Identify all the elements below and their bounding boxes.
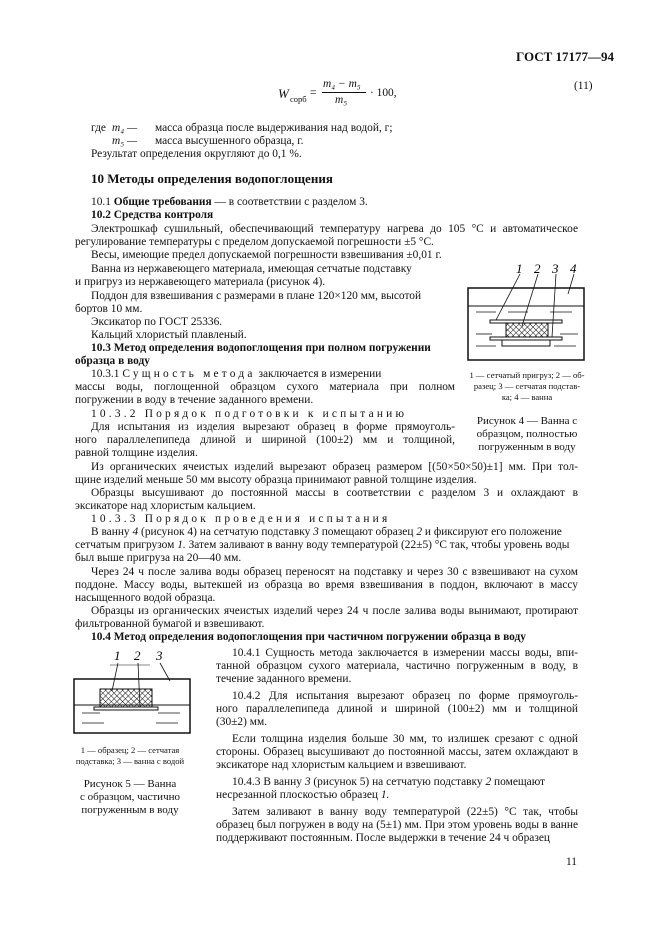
calcium-text: Кальций хлористый плавленый. [91, 329, 247, 341]
p-10-4-3-line-1 [232, 776, 545, 790]
after-line-2: поддоне. Массу воды, вытекшей из образца во время взвешивания в поддон, включают в массу [75, 579, 578, 591]
pour-line-3: поддерживают постоянным. После выдержки в течение 24 ч образец [216, 832, 550, 844]
figure-4-title-line-2: образцом, полностью [476, 428, 578, 440]
figure-5-stand [94, 707, 158, 710]
p-10-4-3-line-2 [216, 789, 389, 803]
u1n2: 2 [485, 776, 492, 788]
dry-line-2: эксикаторе над хлористым кальцием. [75, 500, 256, 512]
t1a: В ванну [91, 526, 130, 538]
section-title: 10 Методы определения водопоглощения [91, 171, 333, 186]
tray-line-1: Поддон для взвешивания с размерами в плане 120×120 мм, высотой [91, 290, 422, 302]
figure-5-label-3: 3 [156, 648, 163, 663]
p-10-3-1-line-1 [91, 368, 381, 382]
t1n2: 2 [416, 526, 423, 538]
figure-5-title-line-3: погруженным в воду [81, 804, 179, 816]
p-10-1-rest: — в соответствии с разделом 3. [214, 196, 368, 208]
u1c: помещают [494, 776, 546, 788]
orgs-line-1: Образцы из органических ячеистых изделий через 24 ч после залива воды вынимают, протирают [91, 605, 578, 617]
figure-5-title [60, 778, 200, 817]
figure-4-stand [490, 337, 562, 346]
figure-4-drawing [462, 262, 592, 372]
t2n1: 1. [177, 539, 186, 551]
oven-line-1: Электрошкаф сушильный, обеспечивающий температуру нагрева до 105 °С и автоматическое [91, 223, 578, 235]
thick-line-1: Если толщина изделия больше 30 мм, то излишек срезают с одной [232, 733, 578, 745]
t1n4: 4 [132, 526, 139, 538]
p-10-2: 10.2 Средства контроля [91, 209, 214, 221]
figure-4-title-line-1: Рисунок 4 — Ванна с [476, 415, 578, 427]
figure-5-legend-line-2: подставка; 3 — ванна с водой [75, 755, 185, 766]
formula-lhs: W [278, 86, 289, 101]
formula-number: (11) [574, 80, 593, 92]
p-10-3-3: 10.3.3 Порядок проведения испытания [91, 513, 391, 525]
organic-line-1: Из органических ячеистых изделий вырезают образец размером [(50×50×50)±1] мм. При тол- [91, 461, 578, 473]
pour-line-2: образец был погружен в воду на (5±1) мм. При этом уровень воды в ванне [216, 819, 578, 831]
p-10-4: 10.4 Метод определения водопоглощения при частичном погружении образца в воду [91, 631, 526, 643]
formula-numerator: m₄ − m₅ [323, 78, 361, 90]
formula-denominator: m₅ [335, 94, 348, 106]
figure-4-title [462, 415, 592, 454]
p-10-3-line-2: образца в воду [75, 355, 151, 367]
p-10-4-2-line-1: 10.4.2 Для испытания вырезают образец по форме прямоуголь- [232, 690, 578, 702]
p-10-1-num: 10.1 [91, 196, 111, 208]
p-10-3-line-1: 10.3 Метод определения водопоглощения при полном погружении [91, 342, 431, 354]
thick-line-2: стороны. Образец высушивают до постоянной массы, затем охлаждают в [216, 746, 578, 758]
u1n3: 3 [304, 776, 311, 788]
test-line-3: был выше пригруза на 20—40 мм. [75, 552, 242, 564]
prep-line-3: равной толщине изделия. [75, 447, 198, 459]
where-word: где [91, 122, 106, 134]
prep-line-2: ного параллелепипеда длиной и шириной (100±2) мм и толщиной, [75, 434, 455, 446]
formula-tail: · 100, [370, 87, 397, 99]
figure-5-drawing [60, 645, 200, 745]
figure-4-sample [506, 323, 548, 337]
p-10-3-1-line-3: погружении в воду в течение заданного времени. [75, 394, 314, 406]
formula-11 [278, 78, 398, 112]
p-10-4-2-line-3: (30±2) мм. [216, 716, 268, 728]
page-number: 11 [566, 856, 577, 868]
p-10-3-1-line-2: массы воды, поглощенной образцом сухого материала при полном [75, 381, 455, 393]
figure-4-legend-line-2: разец; 3 — сетчатая подстав- [473, 380, 581, 391]
p-10-4-1-line-2: танной образцом сухого материала, частично погруженным в воду, в [216, 660, 578, 672]
figure-4-label-1: 1 [516, 262, 523, 276]
p-10-3-1-spaced: Сущность метода [122, 368, 256, 380]
after-line-3: насыщенного водой образца. [75, 592, 216, 604]
t1b: (рисунок 4) на сетчатую подставку [141, 526, 311, 538]
organic-line-2: щине изделий меньше 50 мм высоту образца принимают равной толщине изделия. [75, 474, 477, 486]
after-line-1: Через 24 ч после залива воды образец переносят на подставку и через 30 с взвешивают на сухом [91, 566, 578, 578]
p-10-4-1-line-3: течение заданного времени. [216, 673, 352, 685]
u1a: 10.4.3 В ванну [232, 776, 302, 788]
exsiccator-text: Эксикатор по ГОСТ 25336. [91, 316, 223, 328]
figure-5 [60, 645, 200, 825]
t2a: сетчатым пригрузом [75, 539, 175, 551]
oven-line-2: регулирование температуры с пределом допускаемой погрешности ±5 °С. [75, 236, 434, 248]
figure-5-legend [60, 745, 200, 767]
prep-line-1: Для испытания из изделия вырезают образец в форме прямоуголь- [91, 421, 455, 433]
bath-line-1: Ванна из нержавеющего материала, имеющая сетчатые подставку [91, 263, 412, 275]
u1b: (рисунок 5) на сетчатую подставку [313, 776, 483, 788]
figure-5-label-1: 1 [114, 648, 121, 663]
t2b: Затем заливают в ванну воду температурой (22±5) °С так, чтобы уровень воды [188, 539, 570, 551]
p-10-1-bold: Общие требования [113, 196, 212, 208]
figure-4 [462, 262, 592, 452]
figure-5-sample [100, 689, 152, 707]
p-10-4-1-line-1: 10.4.1 Сущность метода заключается в измерении массы воды, впи- [232, 647, 578, 659]
figure-4-title-line-3: погруженным в воду [478, 441, 576, 453]
rounding-text: Результат определения округляют до 0,1 %. [91, 148, 302, 160]
standard-header: ГОСТ 17177—94 [516, 49, 615, 64]
t1c: помещают образец [321, 526, 414, 538]
p-10-4-2-line-2: ного параллелепипеда длиной и шириной (100±2) мм и толщиной [216, 703, 578, 715]
thick-line-3: эксикаторе над хлористым кальцием и взвешивают. [216, 759, 467, 771]
p-10-3-1-num: 10.3.1 [91, 368, 120, 380]
t1n3: 3 [313, 526, 319, 538]
figure-5-title-line-1: Рисунок 5 — Ванна [83, 778, 177, 790]
orgs-line-2: фильтрованной бумагой и взвешивают. [75, 618, 265, 630]
figure-5-legend-line-1: 1 — образец; 2 — сетчатая [80, 745, 180, 755]
scales-text: Весы, имеющие предел допускаемой погрешности взвешивания ±0,01 г. [91, 249, 442, 261]
where-m4: m₄ — [112, 122, 138, 134]
p-10-1 [91, 196, 368, 210]
test-line-2 [75, 539, 569, 553]
where-m5: m₅ — [112, 135, 138, 147]
figure-4-legend-line-3: ка; 4 — ванна [501, 391, 553, 402]
bath-line-2: и пригруз из нержавеющего материала (рисунок 4). [75, 276, 326, 288]
pour-line-1: Затем заливают в ванну воду температурой (22±5) °С так, чтобы [232, 806, 578, 818]
where-m5-text: масса высушенного образца, г. [155, 135, 304, 147]
formula-equals: = [310, 87, 317, 99]
fraction-bar [322, 92, 366, 93]
figure-5-title-line-2: с образцом, частично [79, 791, 180, 803]
figure-4-legend-line-1: 1 — сетчатый пригруз; 2 — об- [469, 370, 585, 380]
u2a: несрезанной плоскостью образец [216, 789, 378, 801]
figure-4-legend [462, 370, 592, 402]
u2n1: 1. [380, 789, 390, 801]
where-m4-text: масса образца после выдерживания над водой, г; [155, 122, 393, 134]
test-line-1 [91, 526, 562, 540]
p-10-3-2: 10.3.2 Порядок подготовки к испытанию [91, 408, 408, 420]
figure-4-label-2: 2 [534, 262, 541, 276]
figure-4-label-3: 3 [552, 262, 559, 276]
p-10-3-1-rest: заключается в измерении [258, 368, 382, 380]
figure-4-label-4: 4 [570, 262, 577, 276]
tray-line-2: бортов 10 мм. [75, 303, 143, 315]
formula-lhs-sub: сорб [290, 94, 307, 104]
figure-5-label-2: 2 [134, 648, 141, 663]
t1d: и фиксируют его положение [424, 526, 562, 538]
dry-line-1: Образцы высушивают до постоянной массы в соответствии с разделом 3 и охлаждают в [91, 487, 578, 499]
